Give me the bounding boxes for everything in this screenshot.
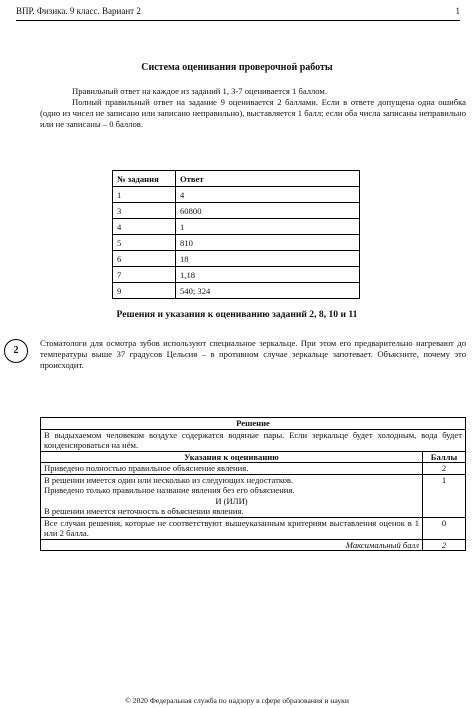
criterion-line: Все случаи решения, которые не соответствуют вышеуказанным критериям выставления оценок в 1 или 2 балла.: [44, 517, 419, 538]
task-number-cell: 7: [113, 267, 176, 283]
header-title: ВПР. Физика. 9 класс. Вариант 2: [16, 6, 141, 16]
table-row: [41, 463, 466, 475]
max-score-row: [41, 539, 466, 551]
answer-cell: 1: [176, 219, 360, 235]
question-number-badge: 2: [4, 339, 28, 363]
answers-header-row: [113, 171, 360, 187]
guidance-header: Указания к оцениванию: [41, 451, 423, 463]
points-cell: 0: [423, 517, 466, 539]
answer-cell: 4: [176, 187, 360, 203]
table-row: [113, 187, 360, 203]
table-row: [113, 203, 360, 219]
task-number-cell: 3: [113, 203, 176, 219]
criteria-table: [40, 417, 466, 551]
table-row: [113, 267, 360, 283]
table-row: [113, 251, 360, 267]
points-header: Баллы: [423, 451, 466, 463]
intro-line-2: Полный правильный ответ на задание 9 оценивается 2 баллами. Если в ответе допущена одна ошибка (одно из чисел не записано или записано неправильно), выставляется 1 балл; если оба числа записаны неправильно или не записаны – 0 баллов.: [40, 97, 466, 129]
table-row: [41, 517, 466, 539]
section-subtitle: Решения и указания к оцениванию заданий 2, 8, 10 и 11: [116, 309, 358, 320]
criterion-cell: [41, 474, 423, 517]
answer-cell: 810: [176, 235, 360, 251]
page-title: Система оценивания проверочной работы: [141, 62, 333, 73]
task-number-cell: 5: [113, 235, 176, 251]
answer-cell: 18: [176, 251, 360, 267]
task-number-cell: 6: [113, 251, 176, 267]
table-row: [113, 219, 360, 235]
max-score-label: Максимальный балл: [41, 539, 423, 551]
answer-cell: 540; 324: [176, 283, 360, 299]
solution-row: [41, 429, 466, 451]
page-number: 1: [455, 6, 460, 16]
answers-header-answer: Ответ: [176, 171, 360, 187]
header-divider: [16, 20, 460, 21]
solution-text: В выдыхаемом человеком воздухе содержатся водяные пары. Если зеркальце будет холодным, вода будет конденсироваться на нём.: [41, 429, 466, 451]
answers-header-task: № задания: [113, 171, 176, 187]
answer-cell: 60800: [176, 203, 360, 219]
criterion-line: Приведено полностью правильное объяснение явления.: [44, 463, 249, 473]
table-row: [41, 474, 466, 517]
guidance-header-row: [41, 451, 466, 463]
solution-header-row: [41, 418, 466, 430]
max-score-value: 2: [423, 539, 466, 551]
table-row: [113, 283, 360, 299]
criterion-line: В решении имеется неточность в объяснении явления.: [44, 506, 244, 516]
question-text: Стоматологи для осмотра зубов используют специальное зеркальце. При этом его предварительно нагревают до температуры выше 37 градусов Цельсия – в противном случае зеркальце запотевает. Объясните, почему это происходит.: [40, 338, 466, 370]
table-row: [113, 235, 360, 251]
task-number-cell: 4: [113, 219, 176, 235]
solution-header: Решение: [41, 418, 466, 430]
task-number-cell: 1: [113, 187, 176, 203]
criterion-line: Приведено только правильное название явления без его объяснения.: [44, 485, 295, 495]
criterion-cell: [41, 463, 423, 475]
task-number-cell: 9: [113, 283, 176, 299]
points-cell: 2: [423, 463, 466, 475]
points-cell: 1: [423, 474, 466, 517]
criterion-line: И (ИЛИ): [215, 495, 248, 506]
answers-table: [112, 170, 360, 299]
criterion-line: В решении имеется один или несколько из следующих недостатков.: [44, 474, 294, 485]
answer-cell: 1,18: [176, 267, 360, 283]
page-footer: © 2020 Федеральная служба по надзору в сфере образования и науки: [125, 696, 349, 705]
intro-line-1: Правильный ответ на каждое из заданий 1, 3-7 оценивается 1 баллом.: [72, 86, 328, 96]
criterion-cell: [41, 517, 423, 539]
